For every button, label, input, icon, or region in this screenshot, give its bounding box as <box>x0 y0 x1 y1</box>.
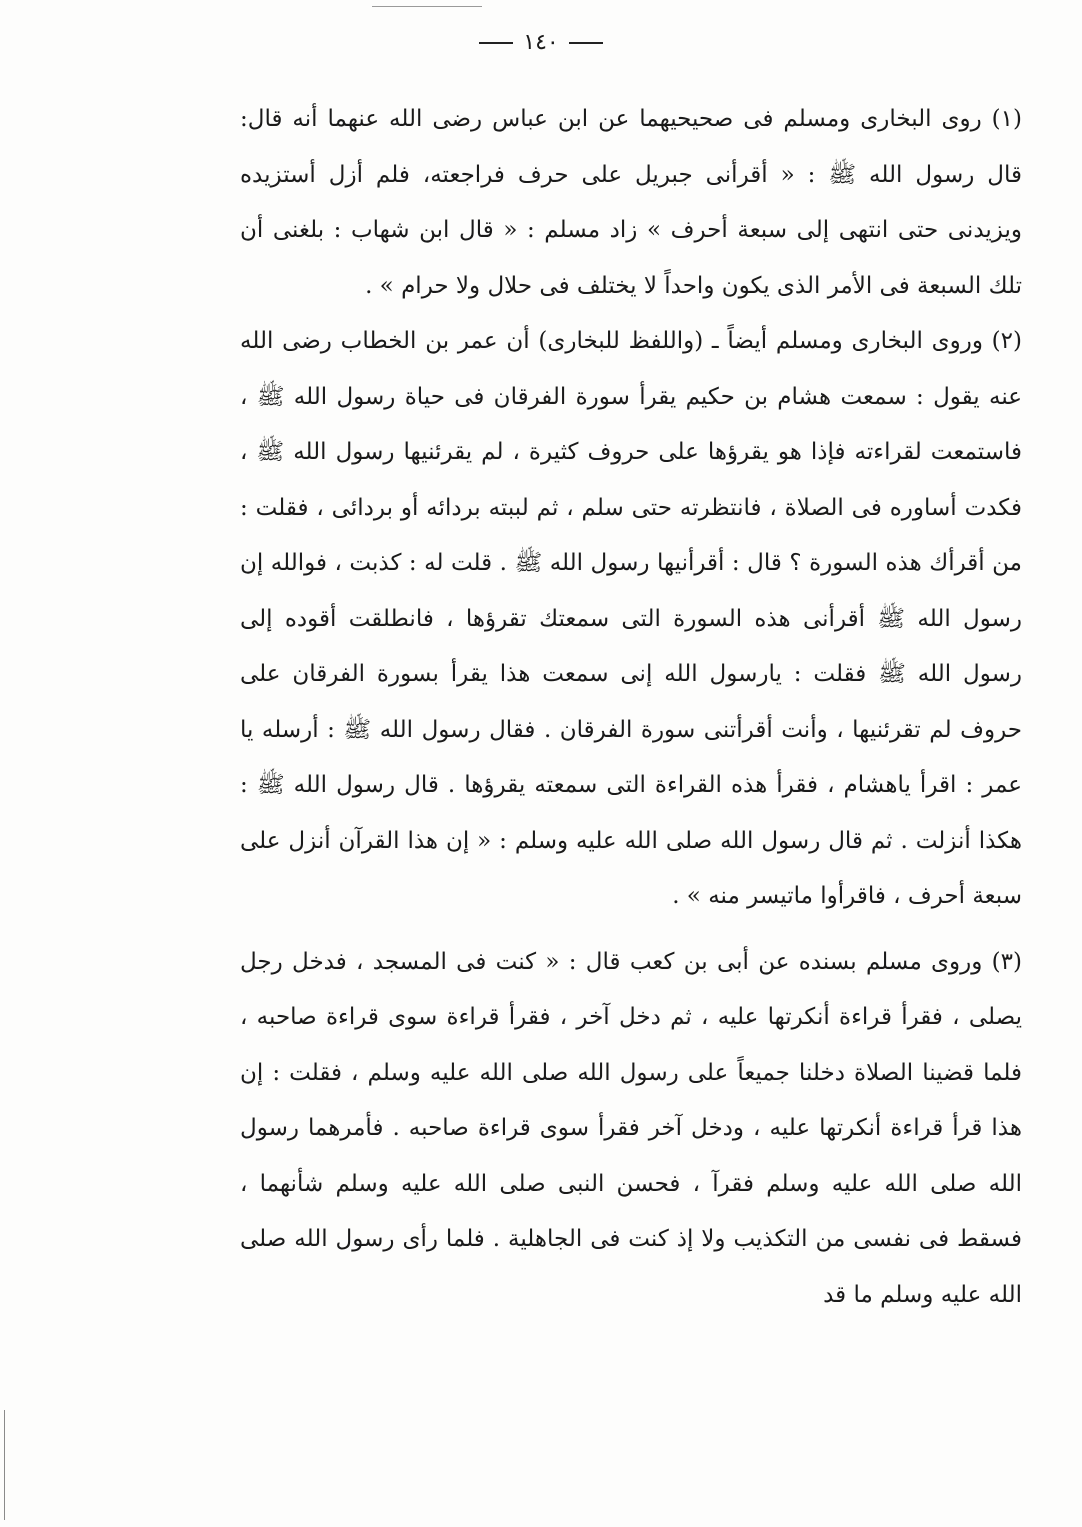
top-rule <box>372 6 482 7</box>
page-number-value: ١٤٠ <box>523 30 559 55</box>
scan-margin-line <box>4 1410 5 1520</box>
paragraph-2: (٢) وروى البخارى ومسلم أيضاً ـ (واللفظ للبخارى) أن عمر بن الخطاب رضى الله عنه يقول : سمعت هشام بن حكيم يقرأ سورة الفرقان فى حياة رسول الله ﷺ ، فاستمعت لقراءته فإذا هو يقرؤها على حروف كثيرة ، لم يقرئنيها رسول الله ﷺ ، فكدت أساوره فى الصلاة ، فانتظرته حتى سلم ، ثم لببته بردائه أو بردائى ، فقلت : من أقرأك هذه السورة ؟ قال : أقرأنيها رسول الله ﷺ . قلت له : كذبت ، فوالله إن رسول الله ﷺ أقرأنى هذه السورة التى سمعتك تقرؤها ، فانطلقت أقوده إلى رسول الله ﷺ فقلت : يارسول الله إنى سمعت هذا يقرأ بسورة الفرقان على حروف لم تقرئنيها ، وأنت أقرأتنى سورة الفرقان . فقال رسول الله ﷺ : أرسله يا عمر : اقرأ ياهشام ، فقرأ هذه القراءة التى سمعته يقرؤها . قال رسول الله ﷺ : هكذا أنزلت . ثم قال رسول الله صلى الله عليه وسلم : « إن هذا القرآن أنزل على سبعة أحرف ، فاقرأوا ماتيسر منه » . <box>240 328 1022 909</box>
page-number <box>0 30 1082 55</box>
paragraph-3: (٣) وروى مسلم بسنده عن أبى بن كعب قال : « كنت فى المسجد ، فدخل رجل يصلى ، فقرأ قراءة أنكرتها عليه ، ثم دخل آخر ، فقرأ قراءة سوى قراءة صاحبه ، فلما قضينا الصلاة دخلنا جميعاً على رسول الله صلى الله عليه وسلم ، فقلت : إن هذا قرأ قراءة أنكرتها عليه ، ودخل آخر فقرأ سوى قراءة صاحبه . فأمرهما رسول الله صلى الله عليه وسلم فقرآ ، فحسن النبى صلى الله عليه وسلم شأنهما ، فسقط فى نفسى من التكذيب ولا إذ كنت فى الجاهلية . فلما رأى رسول الله صلى الله عليه وسلم ما قد <box>240 948 1022 1308</box>
page-number-dash-left <box>479 42 513 44</box>
page-number-dash-right <box>569 42 603 44</box>
paragraph-1: (١) روى البخارى ومسلم فى صحيحيهما عن ابن عباس رضى الله عنهما أنه قال: قال رسول الله ﷺ : « أقرأنى جبريل على حرف فراجعته، فلم أزل أستزيده ويزيدنى حتى انتهى إلى سبعة أحرف » زاد مسلم : « قال ابن شهاب : بلغنى أن تلك السبعة فى الأمر الذى يكون واحداً لا يختلف فى حلال ولا حرام » . <box>240 106 1022 299</box>
text-body <box>240 92 1022 1323</box>
